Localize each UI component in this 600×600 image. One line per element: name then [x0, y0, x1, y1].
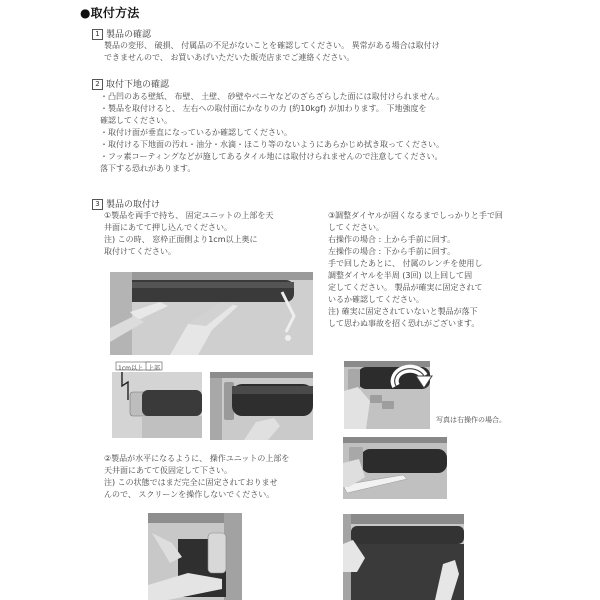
page-title: ●取付方法 — [80, 6, 140, 20]
section-2-line: ・フッ素コーティングなどが施してあるタイル地には取付けられませんので注意してください。 — [100, 152, 443, 161]
section-1-line: できませんので、 お買いあげいただいた販売店までご連絡ください。 — [104, 53, 355, 62]
section-1-line: 製品の変形、 破損、 付属品の不足がないことを確認してください。 異常がある場合は取付け — [104, 41, 440, 50]
section-2-line: 確認してください。 — [100, 116, 172, 125]
section-2-number: 2 — [92, 79, 103, 90]
step-3-line: 注) 確実に固定されていないと製品が落下 — [328, 307, 478, 316]
step-3-line: 定してください。 製品が確実に固定されて — [328, 283, 483, 292]
step-3-final-photo — [343, 514, 464, 600]
step-3-line: して思わぬ事故を招く恐れがございます。 — [328, 319, 480, 328]
step-1-line: ①製品を両手で持ち、 固定ユニットの上部を天 — [104, 211, 274, 220]
section-2-line: ・製品を取付けると、 左右への取付面にかなりの力 (約10kgf) が加わります。 下地強度を — [100, 104, 427, 113]
section-3-heading — [92, 197, 160, 210]
section-2-title: 取付下地の確認 — [106, 80, 170, 90]
section-1-title: 製品の確認 — [106, 30, 152, 40]
step-3-line: 左操作の場合 : 下から手前に回す。 — [328, 247, 456, 256]
step-3-line: 調整ダイヤルを半周 (3回) 以上回して固 — [328, 271, 473, 280]
step-2-line: 天井面にあてて仮固定して下さい。 — [104, 466, 232, 475]
step-3-line: 右操作の場合 : 上から手前に回す。 — [328, 235, 456, 244]
step-1-closeup-photo — [210, 372, 313, 440]
gap-label: 1cm以上 — [118, 365, 143, 372]
step-3-line: 手で回したあとに、 付属のレンチを使用し — [328, 259, 483, 268]
section-2-line: ・取付け面が垂直になっているか確認してください。 — [100, 128, 292, 137]
step-3-wrench-photo — [343, 437, 447, 499]
step-2-photo — [148, 513, 242, 600]
step-1-photo — [110, 272, 313, 355]
section-1-number: 1 — [92, 29, 103, 40]
section-2-heading — [92, 77, 169, 90]
section-2-line: ・取付ける下地面の汚れ・油分・水滴・ほこり等のないようにあらかじめ拭き取ってください。 — [100, 140, 444, 149]
step-3-line: してください。 — [328, 223, 384, 232]
photo-caption: 写真は右操作の場合。 — [436, 416, 506, 424]
bracket-diagram — [112, 360, 202, 438]
section-3-number: 3 — [92, 199, 103, 210]
step-2-line: ②製品が水平になるように、 操作ユニットの上部を — [104, 454, 290, 463]
step-1-text — [104, 210, 273, 258]
step-1-line: 取付けてください。 — [104, 247, 176, 256]
top-label: 上部 — [148, 365, 161, 372]
section-2-line: 落下する恐れがあります。 — [100, 164, 196, 173]
section-3-title: 製品の取付け — [106, 200, 161, 210]
step-1-line: 注) この時、 窓枠正面側より1cm以上奥に — [104, 235, 258, 244]
section-2-line: ・凸凹のある壁紙、 布壁、 土壁、 砂壁やベニヤなどのざらざらした面には取付けられません。 — [100, 92, 445, 101]
step-1-line: 井面にあてて押し込んでください。 — [104, 223, 232, 232]
rotation-arrow-icon — [388, 360, 434, 396]
section-1-body — [104, 40, 440, 64]
step-2-text — [104, 453, 289, 501]
step-3-line: ③調整ダイヤルが固くなるまでしっかりと手で回 — [328, 211, 503, 220]
step-3-text — [328, 210, 503, 330]
step-3-line: いるか確認してください。 — [328, 295, 424, 304]
step-2-line: 注) この状態ではまだ完全に固定されておりませ — [104, 478, 278, 487]
step-2-line: んので、 スクリーンを操作しないでください。 — [104, 490, 275, 499]
section-1-heading — [92, 27, 151, 40]
section-2-body — [100, 91, 444, 175]
